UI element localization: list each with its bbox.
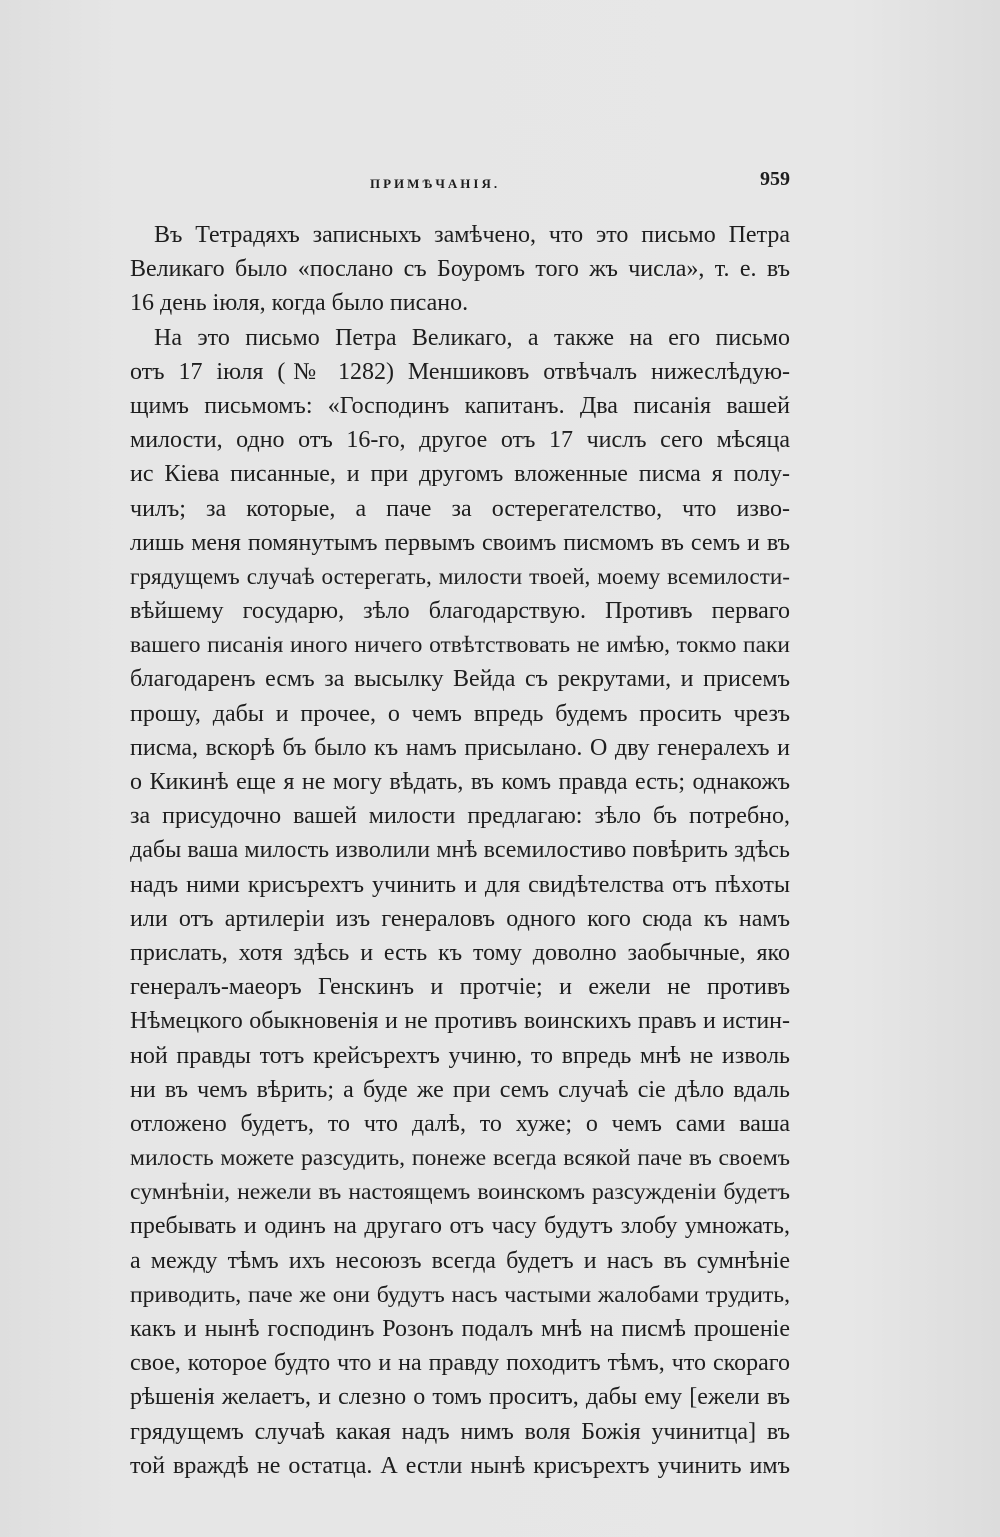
text-line: ни въ чемъ вѣрить; а буде же при семъ случаѣ сіе дѣло вдаль xyxy=(130,1076,790,1103)
text-line: грядущемъ случаѣ остерегать, милости твоей, моему всемилости- xyxy=(130,563,790,590)
text-line: милости, одно отъ 16-го, другое отъ 17 числъ сего мѣсяца xyxy=(130,427,790,454)
text-line: вѣйшему государю, зѣло благодарствую. Противъ перваго xyxy=(130,598,790,625)
text-line: лишь меня помянутымъ первымъ своимъ писмомъ въ семъ и въ xyxy=(130,529,790,556)
text-line: благодаренъ есмъ за высылку Вейда съ рекрутами, и присемъ xyxy=(130,666,790,693)
paragraph-2 xyxy=(130,321,790,1483)
text-line: пребывать и одинъ на другаго отъ часу будутъ злобу умножать, xyxy=(130,1213,790,1240)
page-number: 959 xyxy=(760,168,790,190)
text-line: дабы ваша милость изволили мнѣ всемилостиво повѣрить здѣсь xyxy=(130,837,790,864)
running-head xyxy=(130,168,790,198)
text-line: отложено будетъ, то что далѣ, то хуже; о чемъ сами ваша xyxy=(130,1110,790,1137)
text-line: за присудочно вашей милости предлагаю: зѣло бъ потребно, xyxy=(130,803,790,830)
text-line: отъ 17 іюля (№ 1282) Меншиковъ отвѣчалъ нижеслѣдую- xyxy=(130,358,790,385)
text-line: а между тѣмъ ихъ несоюзъ всегда будетъ и насъ въ сумнѣніе xyxy=(130,1247,790,1274)
text-line: генералъ-маеоръ Генскинъ и протчіе; и ежели не противъ xyxy=(130,974,790,1001)
text-line: чилъ; за которые, а паче за остерегателство, что изво- xyxy=(130,495,790,522)
text-line: милость можете разсудить, понеже всегда всякой паче въ своемъ xyxy=(130,1145,790,1172)
text-line: Нѣмецкого обыкновенія и не противъ воинскихъ правъ и истин- xyxy=(130,1008,790,1035)
running-title: ПРИМѢЧАНІЯ. xyxy=(370,176,501,191)
text-line: ной правды тотъ крейсърехтъ учиню, то впредь мнѣ не изволь xyxy=(130,1042,790,1069)
body-text xyxy=(130,218,790,1483)
text-line: ис Кіева писанные, и при другомъ вложенные писма я полу- xyxy=(130,461,790,488)
text-line: Великаго было «послано съ Боуромъ того жъ числа», т. е. въ xyxy=(130,256,790,283)
text-line: На это письмо Петра Великаго, а также на его письмо xyxy=(154,324,790,351)
text-line: прислать, хотя здѣсь и есть къ тому доволно заобычные, яко xyxy=(130,939,790,966)
text-line: Въ Тетрадяхъ записныхъ замѣчено, что это письмо Петра xyxy=(154,222,790,248)
text-line: какъ и нынѣ господинъ Розонъ подалъ мнѣ на писмѣ прошеніе xyxy=(130,1316,790,1342)
paragraph-1 xyxy=(130,218,790,321)
text-line: вашего писанія иного ничего отвѣтствовать не имѣю, токмо паки xyxy=(130,632,790,659)
text-line: 16 день іюля, когда было писано. xyxy=(130,290,469,317)
text-line: о Кикинѣ еще я не могу вѣдать, въ комъ правда есть; однакожъ xyxy=(130,769,790,795)
text-line: рѣшенія желаетъ, и слезно о томъ проситъ, дабы ему [ежели въ xyxy=(130,1384,790,1411)
text-line: приводить, паче же они будутъ насъ частыми жалобами трудить, xyxy=(130,1281,790,1308)
text-line: надъ ними крисърехтъ учинить и для свидѣтелства отъ пѣхоты xyxy=(130,871,790,898)
text-line: прошу, дабы и прочее, о чемъ впредь будемъ просить чрезъ xyxy=(130,700,790,727)
text-line: щимъ письмомъ: «Господинъ капитанъ. Два писанія вашей xyxy=(130,392,790,419)
text-line: или отъ артилеріи изъ генераловъ одного кого сюда къ намъ xyxy=(130,905,790,932)
text-line: писма, вскорѣ бъ было къ намъ присылано. О дву генералехъ и xyxy=(130,734,790,761)
text-line: той враждѣ не остатца. А естли нынѣ крисърехтъ учинить имъ xyxy=(130,1452,790,1479)
text-line: сумнѣніи, нежели въ настоящемъ воинскомъ разсужденіи будетъ xyxy=(130,1179,790,1206)
text-line: свое, которое будто что и на правду походитъ тѣмъ, что скораго xyxy=(130,1350,790,1377)
text-line: грядущемъ случаѣ какая надъ нимъ воля Божія учинитца] въ xyxy=(130,1418,790,1445)
